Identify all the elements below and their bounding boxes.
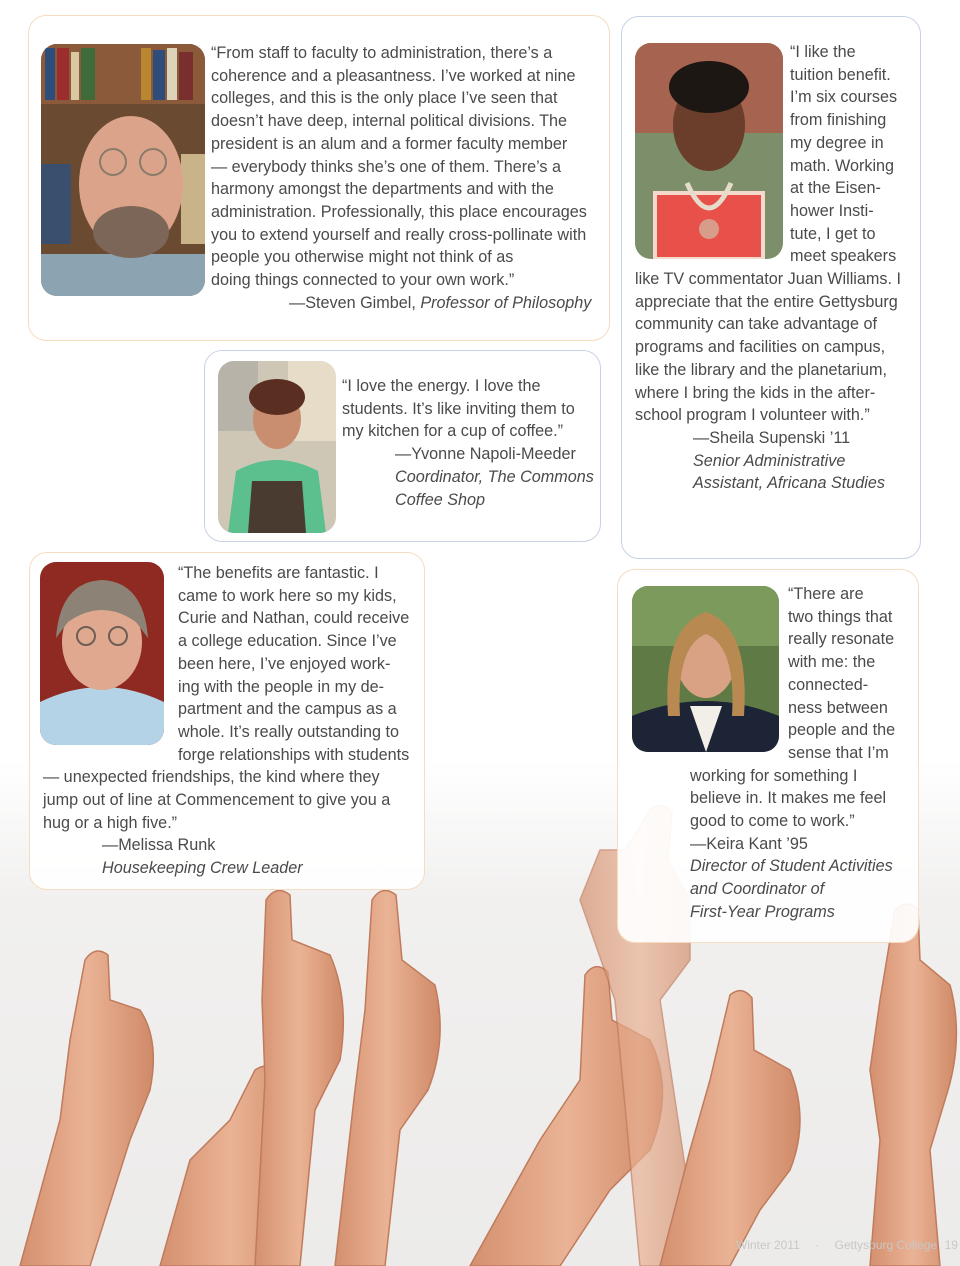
quote-line: doesn’t have deep, internal political divisions. The <box>211 112 568 131</box>
quote-text-runk <box>43 562 409 880</box>
quote-line: programs and facilities on campus, <box>635 338 886 357</box>
quote-line: like TV commentator Juan Williams. I <box>635 270 901 289</box>
publication-name: Gettysburg College <box>834 1238 938 1252</box>
attribution-name: —Steven Gimbel, <box>289 293 421 312</box>
quote-line: harmony amongst the departments and with the <box>211 180 554 199</box>
page-footer <box>736 1238 958 1252</box>
quote-line: at the Eisen- <box>790 179 881 198</box>
attribution-name: —Yvonne Napoli-Meeder <box>395 445 576 464</box>
quote-line: — everybody thinks she’s one of them. There’s a <box>211 157 562 176</box>
quote-text-supenski <box>635 41 901 495</box>
quote-text-gimbel <box>211 42 591 314</box>
quote-line: ness between <box>788 698 888 717</box>
quote-line: with me: the <box>788 653 876 672</box>
testimonial-card-kant <box>617 569 919 943</box>
quote-line: president is an alum and a former faculty member <box>211 134 568 153</box>
quote-line: doing things connected to your own work.” <box>211 271 515 290</box>
portrait-photo-napoli <box>218 361 336 533</box>
quote-line: “There are <box>788 585 864 603</box>
quote-line: “I love the energy. I love the <box>342 377 541 395</box>
quote-line: believe in. It makes me feel <box>690 789 887 808</box>
attribution-gimbel <box>211 292 591 315</box>
quote-line: jump out of line at Commencement to give you a <box>43 791 391 810</box>
quote-line: you to extend yourself and really cross-pollinate with <box>211 225 587 244</box>
quote-line: tute, I get to <box>790 224 876 243</box>
quote-line: my degree in <box>790 133 884 152</box>
quote-line: good to come to work.” <box>690 812 855 831</box>
quote-line: I’m six courses <box>790 88 898 107</box>
quote-line: my kitchen for a cup of coffee.” <box>342 422 564 441</box>
attribution-title: Housekeeping Crew Leader <box>102 859 303 878</box>
quote-line: connected- <box>788 675 869 694</box>
quote-line: math. Working <box>790 156 895 175</box>
quote-line: hug or a high five.” <box>43 813 178 832</box>
attribution-title: Assistant, Africana Studies <box>693 474 885 493</box>
page-number: 19 <box>944 1238 958 1252</box>
quote-line: whole. It’s really outstanding to <box>178 722 400 741</box>
quote-line: appreciate that the entire Gettysburg <box>635 292 898 311</box>
quote-line: coherence and a pleasantness. I’ve worked at nine <box>211 66 576 85</box>
testimonial-card-gimbel <box>28 15 610 341</box>
testimonial-card-napoli <box>204 350 601 542</box>
testimonial-card-runk <box>29 552 425 890</box>
quote-line: two things that <box>788 607 893 626</box>
quote-line: came to work here so my kids, <box>178 586 397 605</box>
quote-line: “The benefits are fantastic. I <box>178 564 379 582</box>
quote-line: partment and the campus as a <box>178 700 397 719</box>
quote-line: from finishing <box>790 111 887 130</box>
attribution-title: and Coordinator of <box>690 880 825 899</box>
footer-separator: · <box>815 1238 820 1252</box>
quote-line: “From staff to faculty to administration, there’s a <box>211 44 553 62</box>
quote-line: sense that I’m <box>788 743 889 762</box>
attribution-title: Senior Administrative <box>693 451 846 470</box>
testimonial-card-supenski <box>621 16 921 559</box>
attribution-title: Coffee Shop <box>395 490 485 509</box>
attribution-title: Professor of Philosophy <box>420 293 592 312</box>
quote-text-napoli <box>342 375 594 511</box>
quote-line: forge relationships with students <box>178 745 410 764</box>
quote-line: community can take advantage of <box>635 315 878 334</box>
quote-line: Curie and Nathan, could receive <box>178 609 410 628</box>
quote-line: hower Insti- <box>790 201 874 220</box>
quote-line: really resonate <box>788 630 895 649</box>
attribution-name: —Melissa Runk <box>102 836 216 855</box>
quote-line: ing with the people in my de- <box>178 677 385 696</box>
quote-line: colleges, and this is the only place I’ve seen that <box>211 89 558 108</box>
quote-line: school program I volunteer with.” <box>635 406 870 425</box>
quote-text-kant <box>690 583 895 924</box>
portrait-photo-gimbel <box>41 44 205 296</box>
quote-line: tuition benefit. <box>790 65 891 84</box>
quote-line: like the library and the planetarium, <box>635 360 887 379</box>
quote-line: “I like the <box>790 43 856 61</box>
quote-line: people and the <box>788 721 896 740</box>
quote-line: meet speakers <box>790 247 897 266</box>
quote-line: where I bring the kids in the after- <box>635 383 876 402</box>
quote-line: a college education. Since I’ve <box>178 632 397 651</box>
attribution-name: —Sheila Supenski ’11 <box>693 428 851 447</box>
quote-line: students. It’s like inviting them to <box>342 399 575 418</box>
quote-line: — unexpected friendships, the kind where they <box>43 768 380 787</box>
attribution-title: Coordinator, The Commons <box>395 467 594 486</box>
issue-label: Winter 2011 <box>736 1238 800 1252</box>
attribution-name: —Keira Kant ’95 <box>690 834 808 853</box>
quote-line: people you otherwise might not think of as <box>211 248 514 267</box>
attribution-title: First-Year Programs <box>690 902 835 921</box>
quote-line: been here, I’ve enjoyed work- <box>178 654 391 673</box>
quote-line: working for something I <box>690 766 858 785</box>
attribution-title: Director of Student Activities <box>690 857 893 876</box>
quote-line: administration. Professionally, this place encourages <box>211 202 587 221</box>
